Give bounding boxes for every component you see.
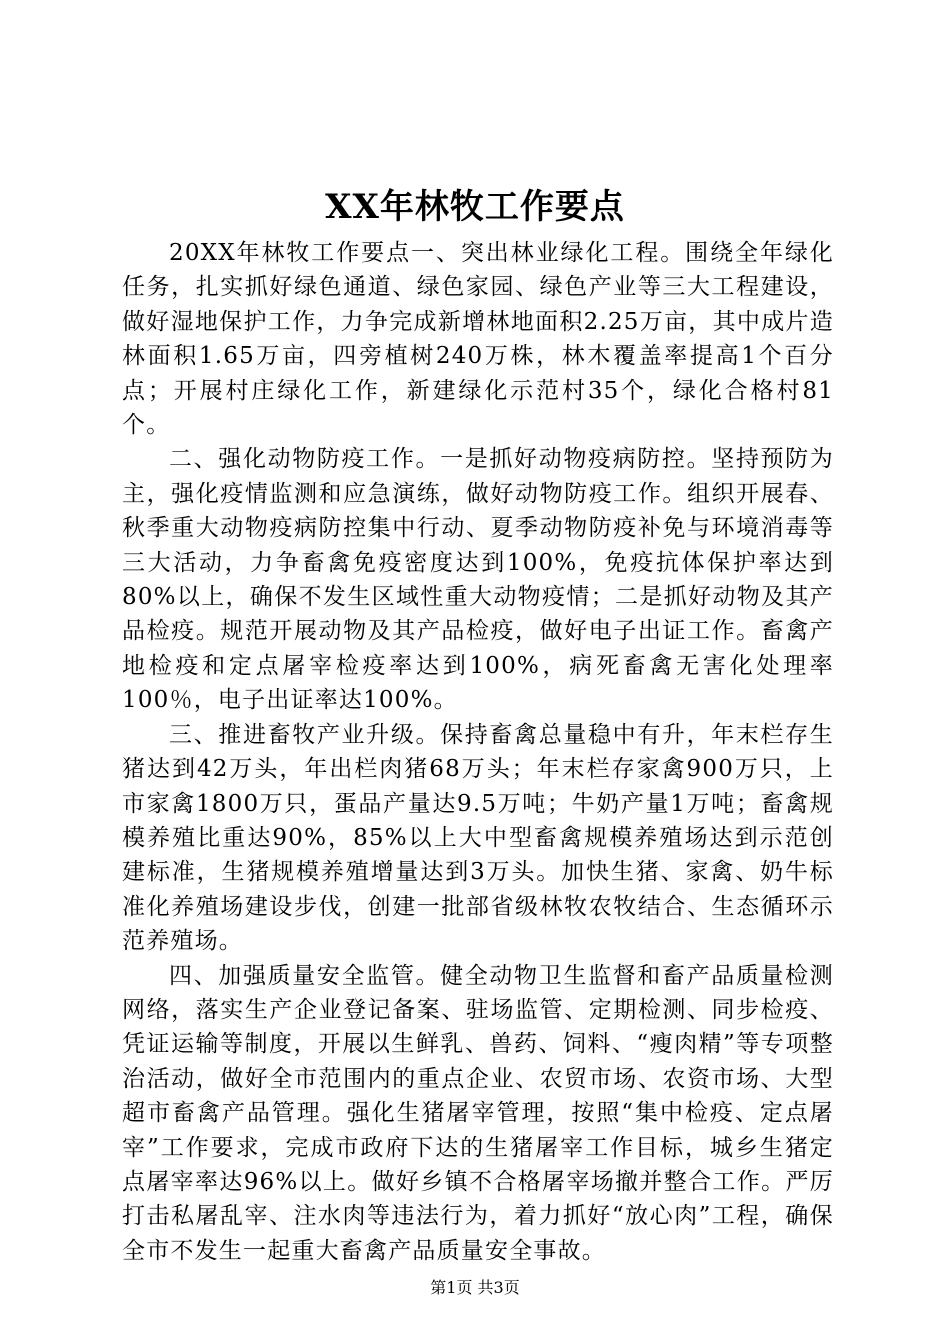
paragraph-animal-epidemic-prevention: 二、强化动物防疫工作。一是抓好动物疫病防控。坚持预防为主，强化疫情监测和应急演练，做好动物防疫工作。组织开展春、秋季重大动物疫病防控集中行动、夏季动物防疫补免与环境消毒等三大活动，力争畜禽免疫密度达到100%，免疫抗体保护率达到80%以上，确保不发生区域性重大动物疫情；二是抓好动物及其产品检疫。规范开展动物及其产品检疫，做好电子出证工作。畜禽产地检疫和定点屠宰检疫率达到100%，病死畜禽无害化处理率100％，电子出证率达100%。 bbox=[122, 446, 834, 714]
document-body bbox=[122, 236, 834, 1268]
paragraph-quality-safety-supervision: 四、加强质量安全监管。健全动物卫生监督和畜产品质量检测网络，落实生产企业登记备案、驻场监管、定期检测、同步检疫、凭证运输等制度，开展以生鲜乳、兽药、饲料、“瘦肉精”等专项整治活动，做好全市范围内的重点企业、农贸市场、农资市场、大型超市畜禽产品管理。强化生猪屠宰管理，按照“集中检疫、定点屠宰”工作要求，完成市政府下达的生猪屠宰工作目标，城乡生猪定点屠宰率达96%以上。做好乡镇不合格屠宰场撤并整合工作。严厉打击私屠乱宰、注水肉等违法行为，着力抓好“放心肉”工程，确保全市不发生一起重大畜禽产品质量安全事故。 bbox=[122, 962, 834, 1264]
paragraph-forestry-greening: 20XX年林牧工作要点一、突出林业绿化工程。围绕全年绿化任务，扎实抓好绿色通道、绿色家园、绿色产业等三大工程建设，做好湿地保护工作，力争完成新增林地面积2.25万亩，其中成片造林面积1.65万亩，四旁植树240万株，林木覆盖率提高1个百分点；开展村庄绿化工作，新建绿化示范村35个，绿化合格村81个。 bbox=[122, 240, 834, 439]
page-number-footer: 第1页 共3页 bbox=[430, 1278, 520, 1297]
paragraph-livestock-industry-upgrade: 三、推进畜牧产业升级。保持畜禽总量稳中有升，年末栏存生猪达到42万头，年出栏肉猪68万头；年末栏存家禽900万只，上市家禽1800万只，蛋品产量达9.5万吨；牛奶产量1万吨；畜禽规模养殖比重达90%，85%以上大中型畜禽规模养殖场达到示范创建标准，生猪规模养殖增量达到3万头。加快生猪、家禽、奶牛标准化养殖场建设步伐，创建一批部省级林牧农牧结合、生态循环示范养殖场。 bbox=[122, 721, 834, 955]
document-title: XX年林牧工作要点 bbox=[325, 187, 625, 227]
